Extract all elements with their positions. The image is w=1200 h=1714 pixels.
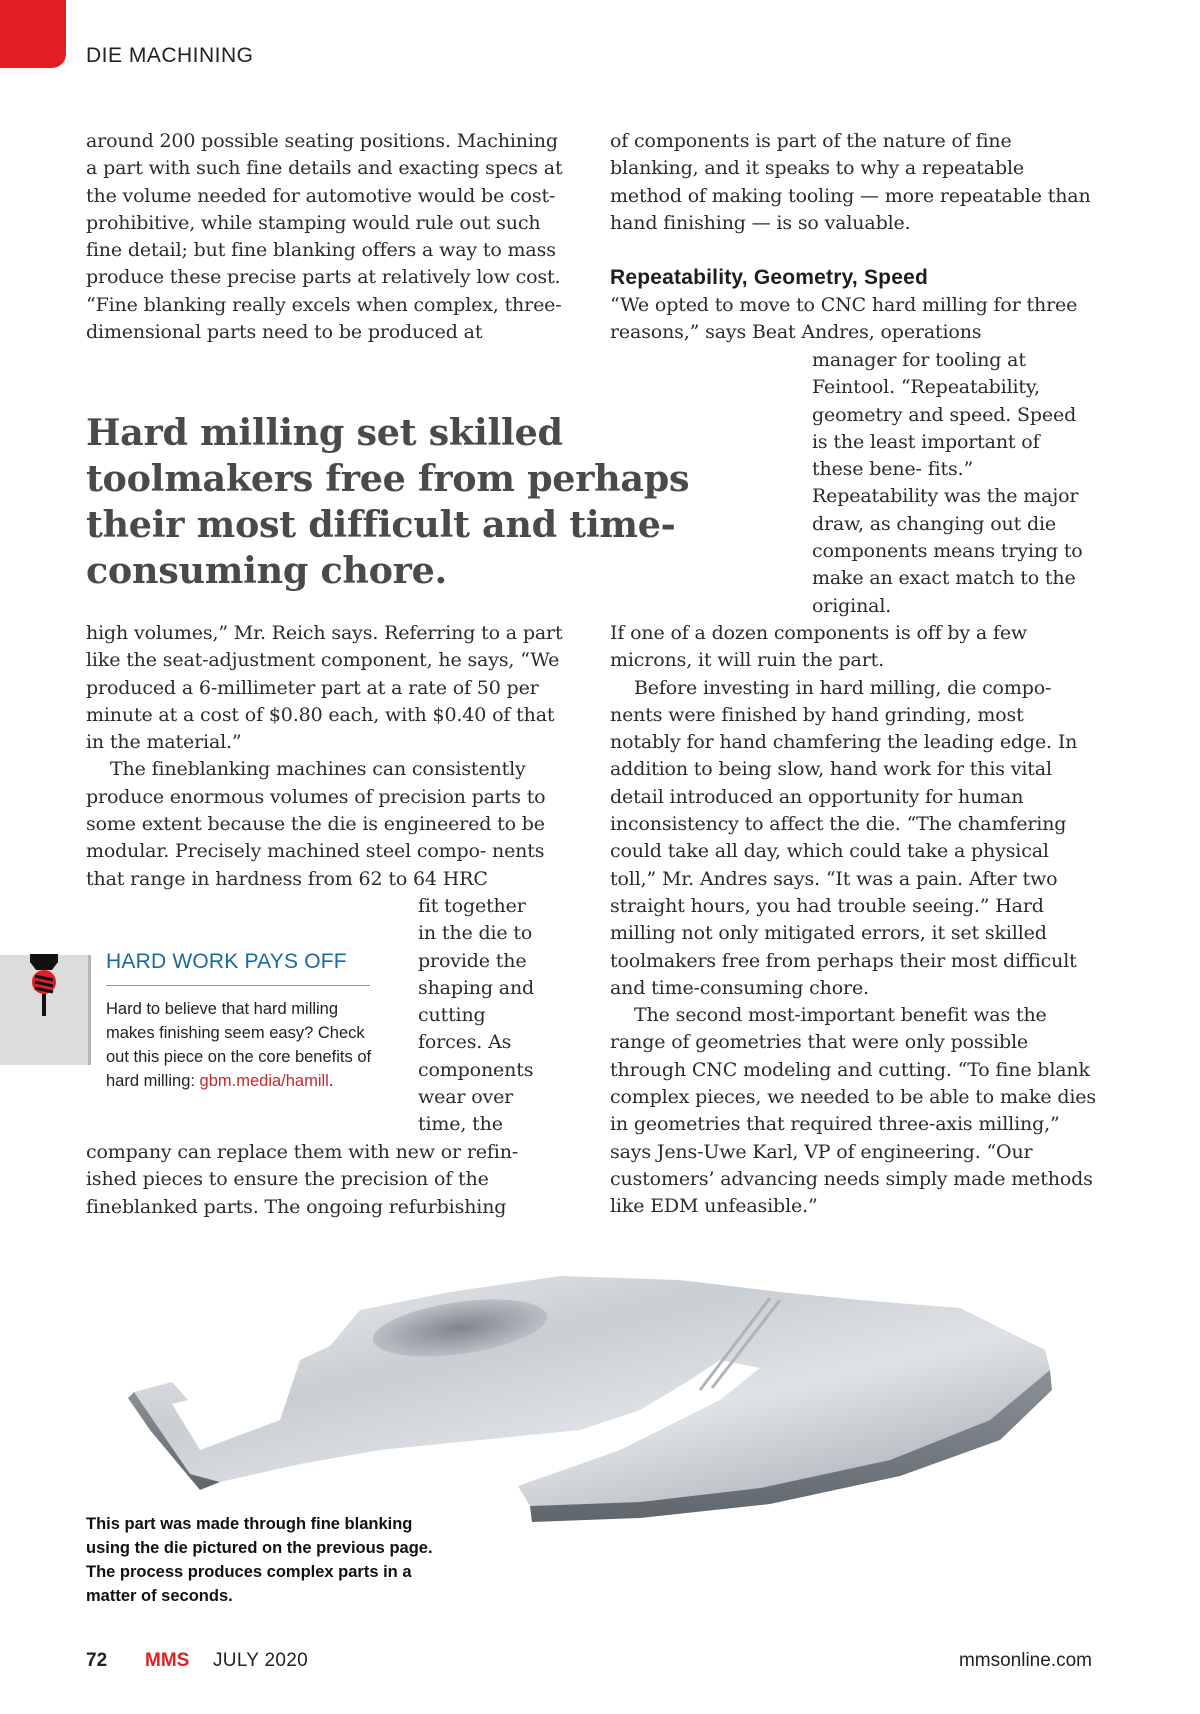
right-paragraph-3: The second most-important benefit was the range of geometries that were only possible through CNC modeling and cutting. “To fine blank complex pieces, we needed to be able to make dies in geometries that required three-axis milling,” says Jens-Uwe Karl, VP of engineering. “Our customers’ advancing needs simply made methods like EDM unfeasible.” — [610, 1004, 1096, 1218]
sidebar-divider — [106, 985, 370, 986]
right-paragraph-2: Before investing in hard milling, die compo- nents were finished by hand grinding, most notably for hand chamfering the leading edge. In addition to being slow, hand work for this vital detail introduced an opportunity for human inconsistency to affect the die. “The chamfering could take all day, which could take a physical toll,” Mr. Andres says. “It was a pain. After two straight hours, you had trouble seeing.” Hard milling not only mitigated errors, it set skilled toolmakers free from perhaps their most difficult and time-consuming chore. — [610, 676, 1078, 999]
photo-caption: This part was made through fine blanking using the die pictured on the previous page. The process produces complex parts in a matter of seconds. — [86, 1515, 433, 1605]
right-narrow-column: manager for tooling at Feintool. “Repeatability, geometry and speed. Speed is the least important of these bene- fits.” Repeatability was the major draw, as changing out die components means trying to make an exact match to the original. — [812, 349, 1083, 617]
sidebar-link[interactable]: gbm.media/hamill — [199, 1072, 329, 1090]
screw-icon — [26, 952, 62, 1016]
section-label: DIE MACHINING — [86, 44, 254, 67]
website-link[interactable]: mmsonline.com — [958, 1650, 1092, 1671]
page-number: 72 — [86, 1650, 108, 1671]
left-narrow-column: fit together in the die to provide the shaping and cutting forces. As components wear over time, the — [418, 895, 535, 1136]
right-intro: “We opted to move to CNC hard milling for three reasons,” says Beat Andres, operations — [610, 294, 1078, 344]
right-column-top: of components is part of the nature of fine blanking, and it speaks to why a repeatable method of making tooling — more repeatable than hand finishing — is so valuable. — [610, 130, 1091, 234]
left-paragraph-2: The fineblanking machines can consistently produce enormous volumes of precision parts to some extent because the die is engineered to be modular. Precisely machined steel compo- nents that range in hardness from 62 to 64 HRC — [86, 758, 546, 890]
left-column-middle — [86, 620, 568, 893]
corner-tab — [0, 0, 66, 68]
right-paragraph-1: If one of a dozen components is off by a few microns, it will ruin the part. — [610, 622, 1028, 672]
issue-date: JULY 2020 — [213, 1650, 308, 1671]
sidebar-body — [106, 997, 386, 1093]
left-column-bottom: company can replace them with new or refin- ished pieces to ensure the precision of the fineblanked parts. The ongoing refurbishing — [86, 1141, 519, 1218]
right-column-bottom — [610, 620, 1096, 1221]
magazine-brand: MMS — [145, 1650, 190, 1671]
subhead — [610, 266, 928, 290]
sidebar-end: . — [328, 1072, 334, 1090]
sidebar-title: HARD WORK PAYS OFF — [106, 950, 347, 973]
subhead-text: Repeatability, Geometry, Speed — [610, 266, 928, 289]
left-column-top: around 200 possible seating positions. Machining a part with such fine details and exacting specs at the volume needed for automotive would be cost-prohibitive, while stamping would rule out such fine detail; but fine blanking offers a way to mass produce these precise parts at relatively low cost. “Fine blanking really excels when complex, three-dimensional parts need to be produced at — [86, 130, 563, 344]
left-paragraph-1: high volumes,” Mr. Reich says. Referring to a part like the seat-adjustment component, he says, “We produced a 6-millimeter part at a rate of 50 per minute at a cost of $0.80 each, with $0.40 of that in the material.” — [86, 622, 563, 754]
sidebar-text: Hard to believe that hard milling makes finishing seem easy? Check out this piece on the core benefits of hard milling: — [106, 1000, 372, 1090]
pull-quote: Hard milling set skilled toolmakers free from perhaps their most difficult and time-consuming chore. — [86, 411, 690, 592]
